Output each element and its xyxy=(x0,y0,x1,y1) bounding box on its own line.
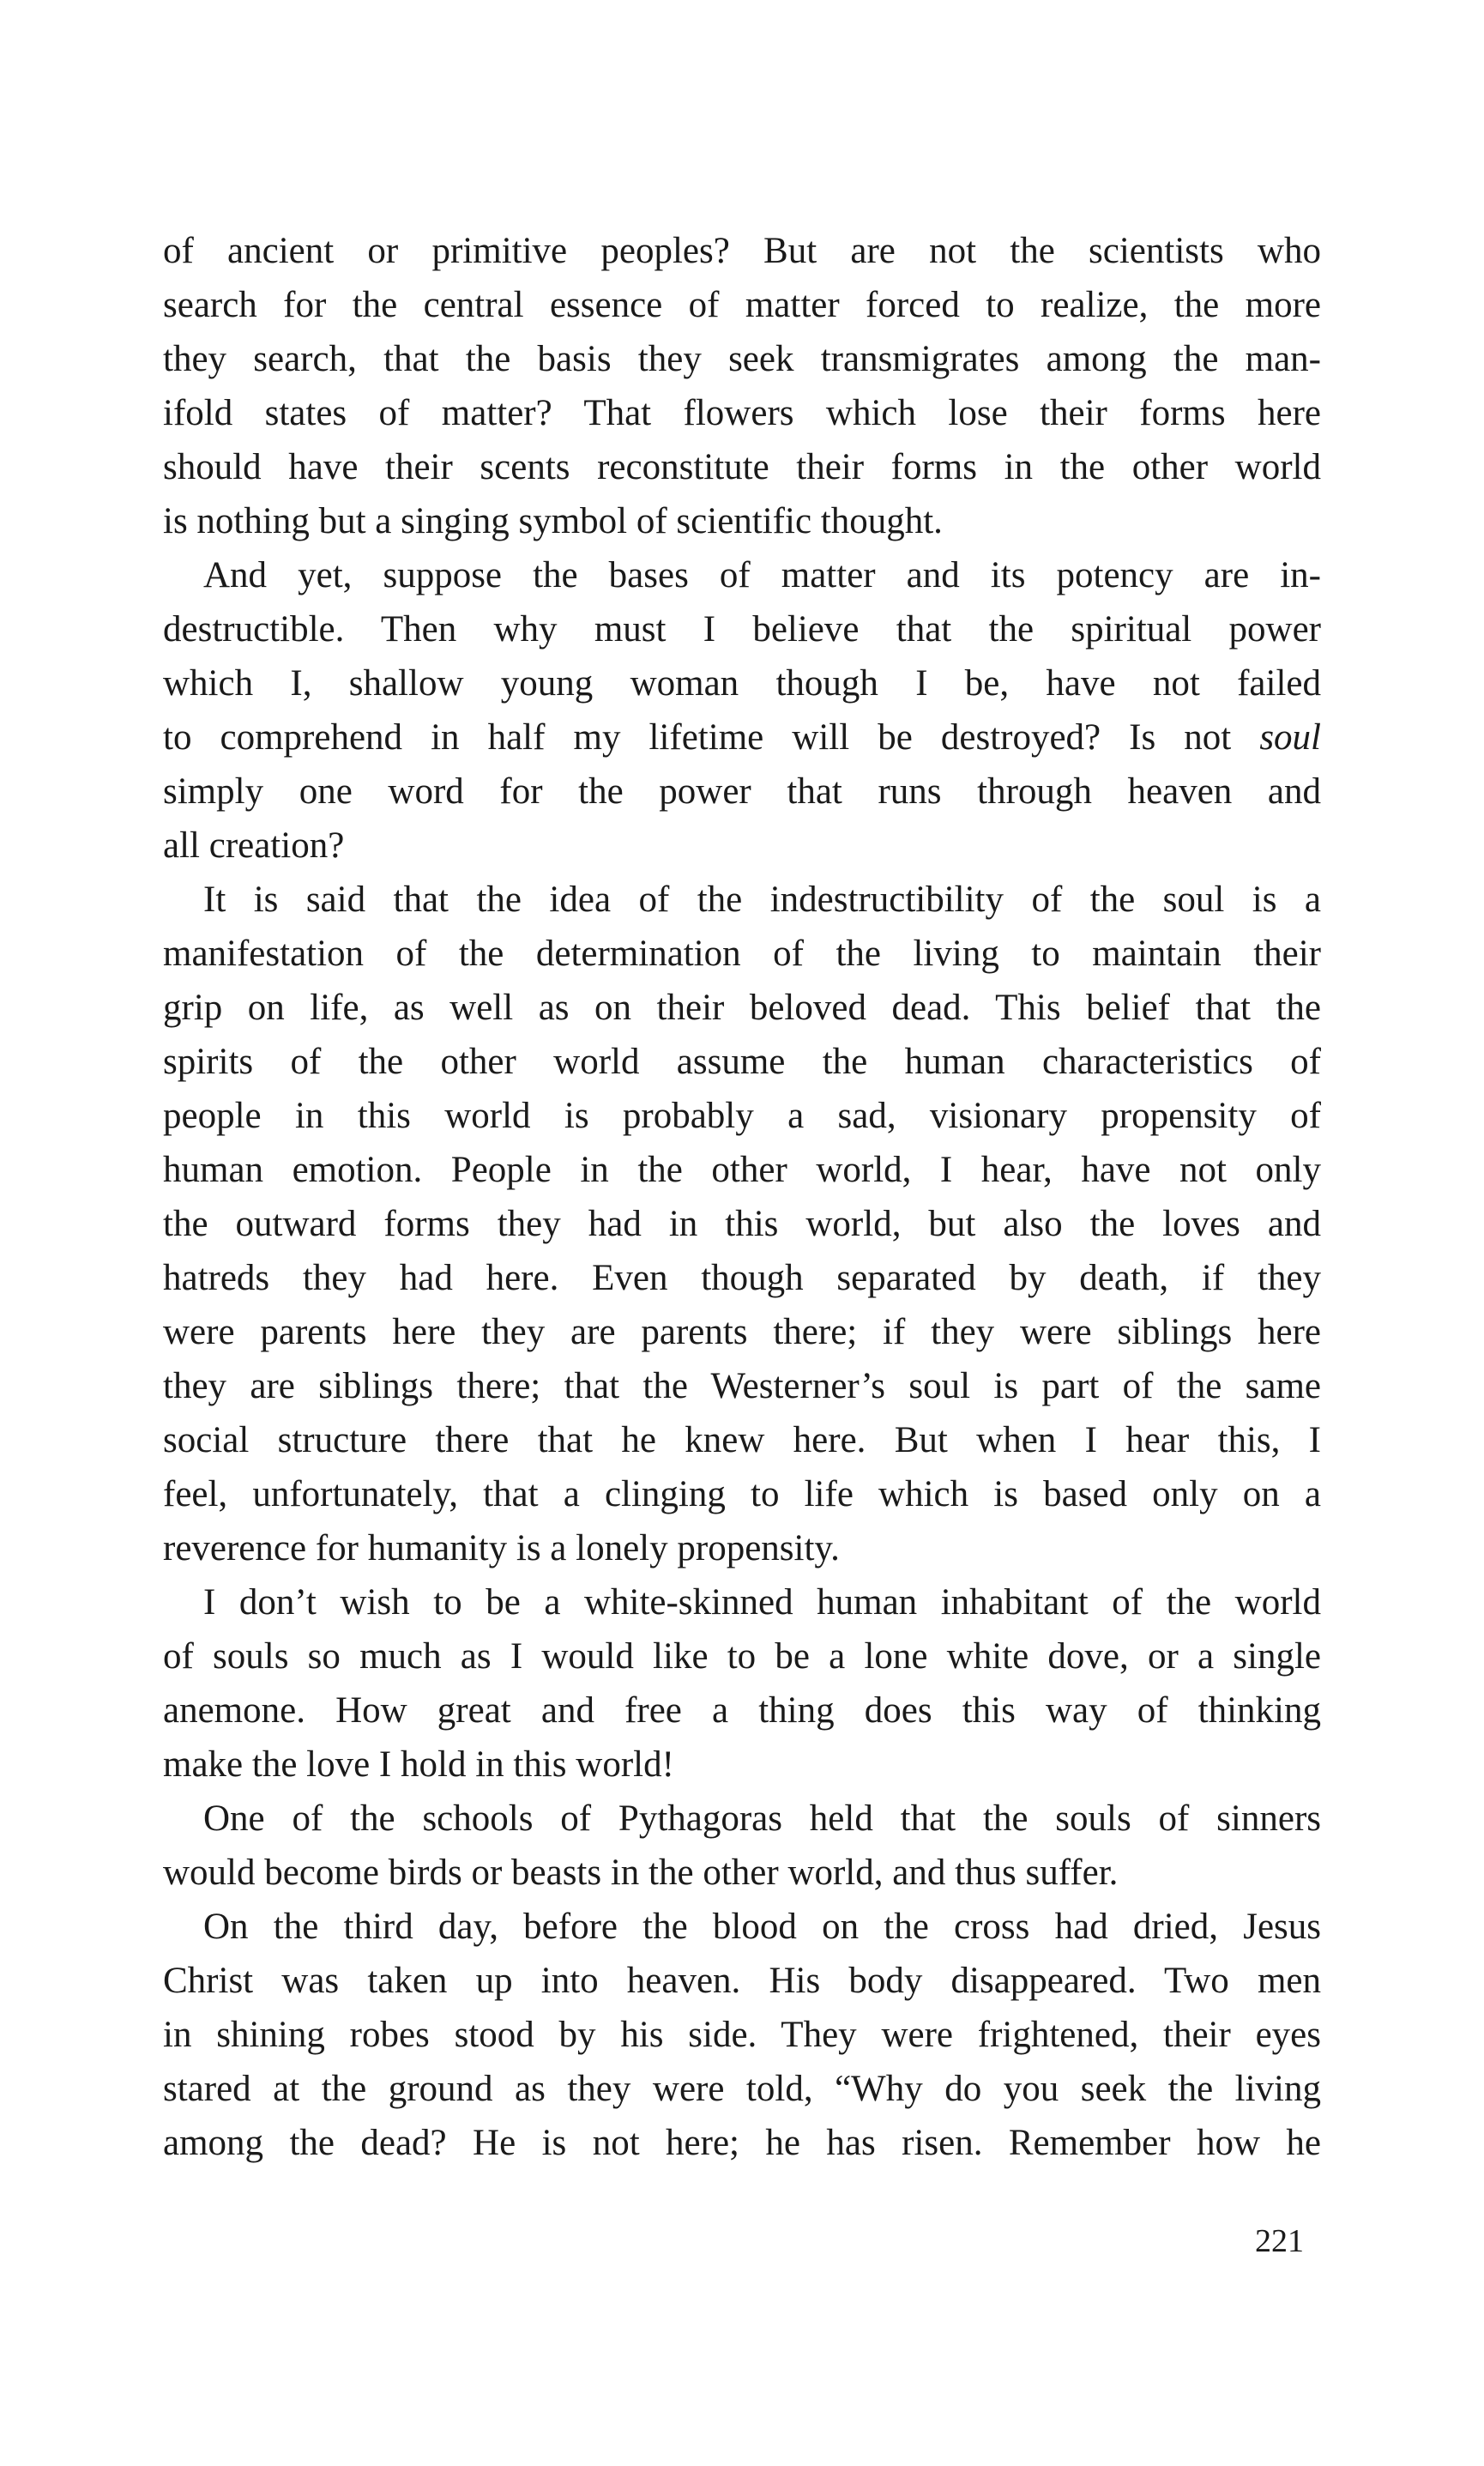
text-line: ifold states of matter? That flowers which lose their forms here xyxy=(163,393,1321,433)
text-line: simply one word for the power that runs through heaven and xyxy=(163,771,1321,812)
text-line: they search, that the basis they seek transmigrates among the man- xyxy=(163,339,1321,379)
text-line: manifestation of the determination of the living to maintain their xyxy=(163,934,1321,974)
text-line: in shining robes stood by his side. They were frightened, their eyes xyxy=(163,2015,1321,2055)
text-line: make the love I hold in this world! xyxy=(163,1744,674,1785)
text-line: On the third day, before the blood on the cross had dried, Jesus xyxy=(203,1907,1321,1947)
text-line: Christ was taken up into heaven. His body disappeared. Two men xyxy=(163,1961,1321,2001)
text-line: search for the central essence of matter forced to realize, the more xyxy=(163,285,1321,325)
italic-word: soul xyxy=(1259,717,1321,758)
page-number: 221 xyxy=(1255,2223,1304,2259)
text-line: people in this world is probably a sad, visionary propensity of xyxy=(163,1096,1321,1136)
text-line: should have their scents reconstitute their forms in the other world xyxy=(163,447,1321,487)
text-line: destructible. Then why must I believe that the spiritual power xyxy=(163,609,1321,650)
text-line: hatreds they had here. Even though separated by death, if they xyxy=(163,1258,1321,1298)
text-line: It is said that the idea of the indestructibility of the soul is a xyxy=(203,879,1321,920)
text-line: I don’t wish to be a white-skinned human inhabitant of the world xyxy=(203,1582,1321,1623)
text-line: among the dead? He is not here; he has risen. Remember how he xyxy=(163,2123,1321,2163)
text-line: would become birds or beasts in the other world, and thus suffer. xyxy=(163,1853,1119,1893)
text-line: which I, shallow young woman though I be, have not failed xyxy=(163,663,1321,704)
text-line: of ancient or primitive peoples? But are not the scientists who xyxy=(163,231,1321,271)
text-line: of souls so much as I would like to be a lone white dove, or a single xyxy=(163,1636,1321,1677)
text-line: anemone. How great and free a thing does this way of thinking xyxy=(163,1690,1321,1731)
text-line: is nothing but a singing symbol of scientific thought. xyxy=(163,501,943,541)
text-line: all creation? xyxy=(163,825,345,866)
page-body xyxy=(163,224,1321,2170)
text-line: feel, unfortunately, that a clinging to life which is based only on a xyxy=(163,1474,1321,1514)
text-line: social structure there that he knew here. But when I hear this, I xyxy=(163,1420,1321,1460)
text-line: And yet, suppose the bases of matter and its potency are in- xyxy=(203,555,1321,595)
text-line: spirits of the other world assume the human characteristics of xyxy=(163,1042,1321,1082)
text-line: the outward forms they had in this world, but also the loves and xyxy=(163,1204,1321,1244)
text-line: were parents here they are parents there; if they were siblings here xyxy=(163,1312,1321,1352)
text-line: to comprehend in half my lifetime will be destroyed? Is not soul xyxy=(163,717,1321,758)
text-line: they are siblings there; that the Westerner’s soul is part of the same xyxy=(163,1366,1321,1406)
text-line: human emotion. People in the other world, I hear, have not only xyxy=(163,1150,1321,1190)
text-line: One of the schools of Pythagoras held that the souls of sinners xyxy=(203,1798,1321,1839)
text-line: stared at the ground as they were told, “Why do you seek the living xyxy=(163,2069,1321,2109)
text-line: grip on life, as well as on their beloved dead. This belief that the xyxy=(163,988,1321,1028)
text-line: reverence for humanity is a lonely propensity. xyxy=(163,1528,840,1568)
